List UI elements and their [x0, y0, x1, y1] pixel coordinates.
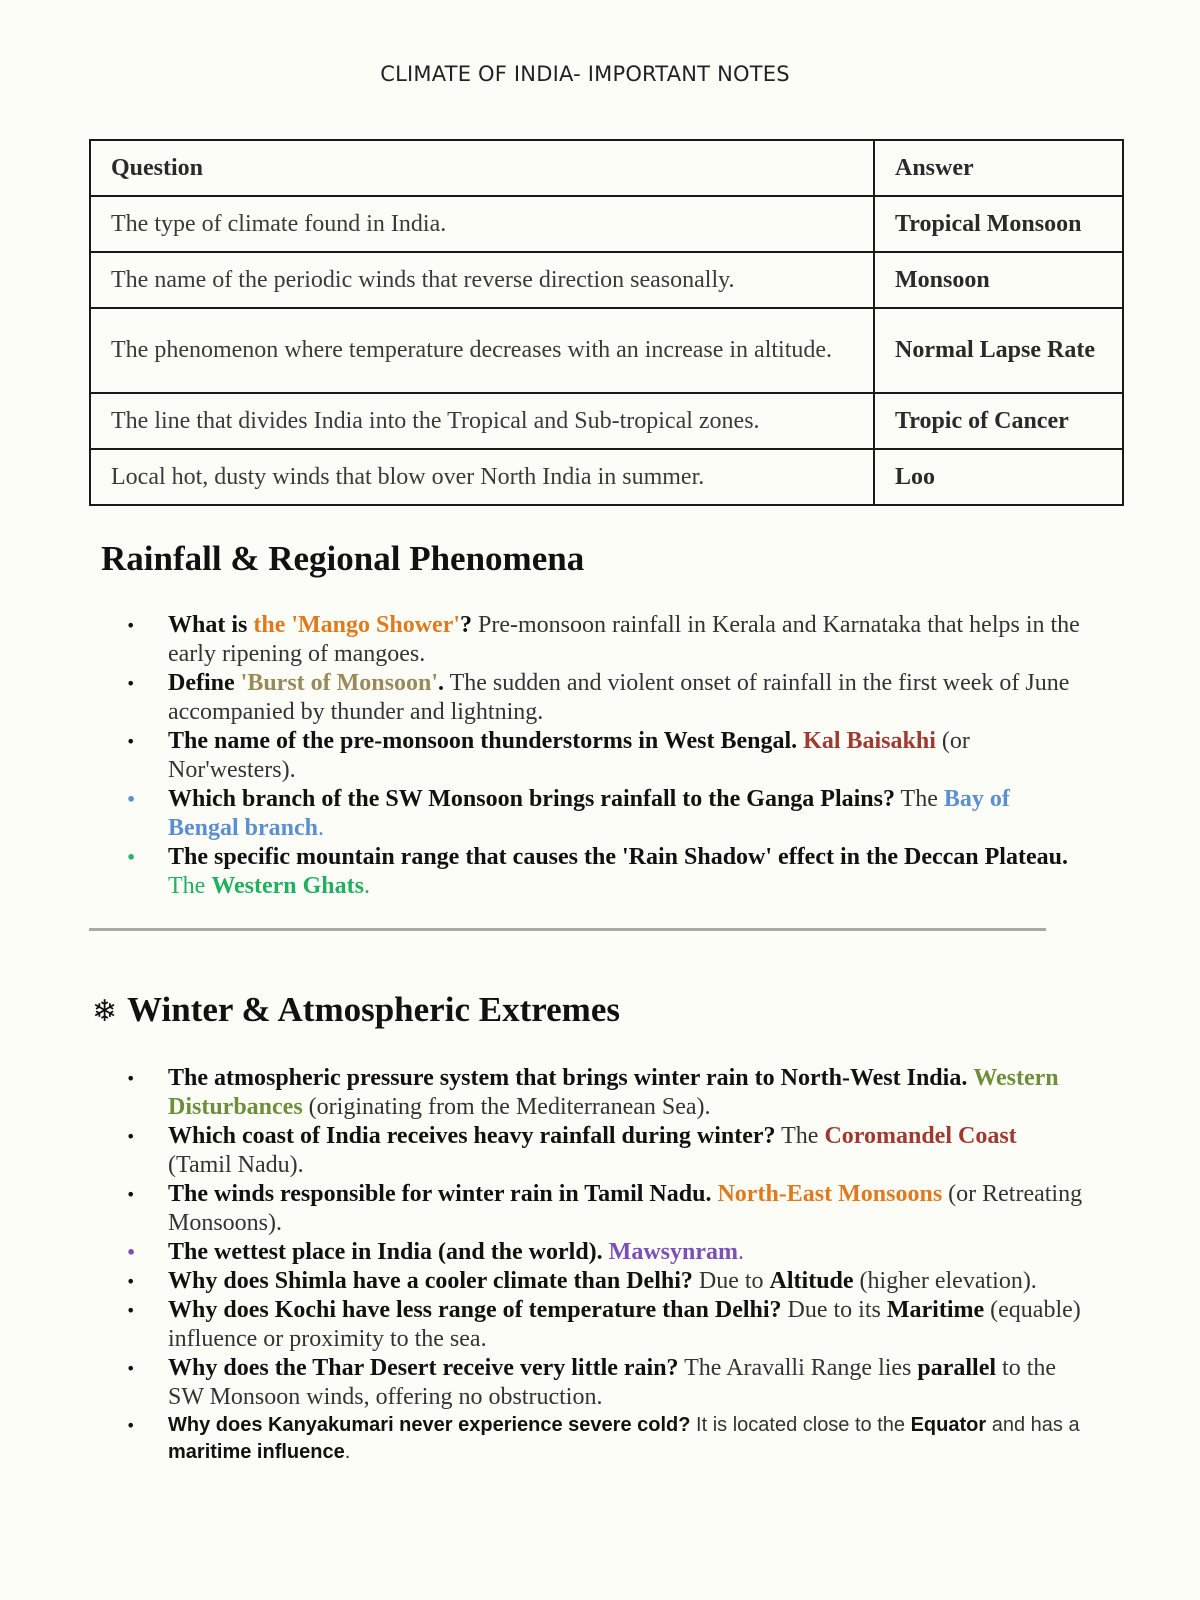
highlight-term: Coromandel Coast — [824, 1123, 1017, 1149]
key-term: Maritime — [886, 1297, 985, 1323]
table-row — [90, 393, 1123, 449]
list-item — [126, 1296, 1086, 1354]
highlight-term: the 'Mango Shower' — [253, 612, 461, 638]
highlight-term: Mawsynram — [608, 1239, 738, 1265]
question-text: ? — [460, 612, 473, 638]
highlight-term: Bay of Bengal branch — [168, 786, 1010, 841]
answer-text: Due to its — [781, 1297, 887, 1323]
bullet: • — [126, 848, 137, 867]
bullet: • — [126, 1272, 136, 1291]
highlight-term: 'Burst of Monsoon' — [240, 670, 439, 696]
question-text: Which branch of the SW Monsoon brings rainfall to the Ganga Plains? — [168, 786, 895, 812]
bullet: • — [126, 1069, 136, 1088]
answer-text: (higher elevation). — [853, 1268, 1037, 1294]
question-text: Which coast of India receives heavy rainfall during winter? — [168, 1123, 776, 1149]
section-heading-rainfall: Rainfall & Regional Phenomena — [101, 539, 585, 578]
list-item — [126, 1412, 1086, 1466]
list-item — [126, 1354, 1086, 1412]
answer-text: . — [344, 1441, 351, 1463]
answer-text: The sudden and violent onset of rainfall in the first week of June accompanied by thunder and lightning. — [168, 670, 1070, 725]
question-cell: The line that divides India into the Tropical and Sub-tropical zones. — [90, 393, 874, 449]
answer-text: It is located close to the — [690, 1414, 911, 1436]
list-item — [126, 1238, 1086, 1267]
list-item — [126, 785, 1086, 843]
table-row — [90, 196, 1123, 252]
highlight-term: Western Ghats — [211, 873, 364, 899]
table-row — [90, 449, 1123, 505]
column-header-question: Question — [90, 140, 874, 196]
bullet: • — [126, 790, 137, 809]
document-title: CLIMATE OF INDIA- IMPORTANT NOTES — [380, 62, 790, 86]
highlight-term: Kal Baisakhi — [803, 728, 936, 754]
bullet: • — [126, 1301, 136, 1320]
answer-text: and has a — [986, 1414, 1080, 1436]
section-heading-winter — [92, 990, 620, 1030]
question-cell: The name of the periodic winds that reverse direction seasonally. — [90, 252, 874, 308]
section-heading-text: Winter & Atmospheric Extremes — [127, 990, 620, 1029]
bullet: • — [126, 1127, 136, 1146]
winter-notes-list — [126, 1064, 1086, 1466]
qa-table — [89, 139, 1124, 506]
bullet: • — [126, 616, 136, 635]
answer-text: (originating from the Mediterranean Sea). — [302, 1094, 711, 1120]
answer-text: Due to — [692, 1268, 770, 1294]
column-header-answer: Answer — [874, 140, 1123, 196]
question-text: Why does Kochi have less range of temperature than Delhi? — [168, 1297, 782, 1323]
question-text: The atmospheric pressure system that brings winter rain to North-West India. — [168, 1065, 968, 1091]
bullet: • — [126, 1416, 136, 1435]
answer-text: (Tamil Nadu). — [168, 1152, 304, 1178]
question-cell: Local hot, dusty winds that blow over North India in summer. — [90, 449, 874, 505]
answer-text: . — [363, 873, 370, 899]
bullet: • — [126, 732, 136, 751]
answer-text: The — [894, 786, 944, 812]
highlight-term: Western Disturbances — [168, 1065, 1059, 1120]
list-item — [126, 1267, 1086, 1296]
list-item — [126, 669, 1086, 727]
key-term: Altitude — [769, 1268, 854, 1294]
question-text: . — [438, 670, 445, 696]
answer-cell: Monsoon — [874, 252, 1123, 308]
question-text: Define — [168, 670, 241, 696]
answer-text: (or Retreating Monsoons). — [168, 1181, 1083, 1236]
snowflake-icon: ❄ — [92, 994, 118, 1029]
answer-cell: Tropic of Cancer — [874, 393, 1123, 449]
table-row — [90, 252, 1123, 308]
question-text: Why does the Thar Desert receive very little rain? — [168, 1355, 679, 1381]
table-header-row — [90, 140, 1123, 196]
answer-text: . — [738, 1239, 744, 1265]
answer-text: The — [775, 1123, 825, 1149]
key-term: Equator — [910, 1414, 987, 1436]
answer-text: (equable) influence or proximity to the sea. — [168, 1297, 1081, 1352]
question-text: The specific mountain range that causes the 'Rain Shadow' effect in the Deccan Plateau. — [168, 844, 1068, 870]
answer-cell: Loo — [874, 449, 1123, 505]
key-term: maritime influence — [168, 1441, 345, 1463]
question-text: The winds responsible for winter rain in Tamil Nadu. — [168, 1181, 712, 1207]
answer-text: . — [318, 815, 325, 841]
table-row — [90, 308, 1123, 393]
answer-text: (or Nor'westers). — [168, 728, 970, 783]
bullet: • — [126, 1243, 137, 1262]
section-divider — [89, 928, 1046, 931]
answer-text: Pre-monsoon rainfall in Kerala and Karnataka that helps in the early ripening of mangoes. — [168, 612, 1080, 667]
list-item — [126, 843, 1086, 901]
key-term: parallel — [917, 1355, 997, 1381]
question-text: Why does Shimla have a cooler climate than Delhi? — [168, 1268, 693, 1294]
highlight-term: North-East Monsoons — [717, 1181, 943, 1207]
question-text: The name of the pre-monsoon thunderstorms in West Bengal. — [168, 728, 798, 754]
question-text: The wettest place in India (and the world). — [168, 1239, 603, 1265]
rainfall-notes-list — [126, 611, 1086, 901]
question-cell: The type of climate found in India. — [90, 196, 874, 252]
answer-cell: Normal Lapse Rate — [874, 308, 1123, 393]
list-item — [126, 1064, 1086, 1122]
list-item — [126, 1180, 1086, 1238]
answer-text: The Aravalli Range lies — [678, 1355, 918, 1381]
list-item — [126, 1122, 1086, 1180]
list-item — [126, 727, 1086, 785]
question-text: What is — [168, 612, 254, 638]
question-text: Why does Kanyakumari never experience severe cold? — [168, 1414, 691, 1436]
bullet: • — [126, 1359, 136, 1378]
answer-text: The — [168, 873, 212, 899]
question-cell: The phenomenon where temperature decreases with an increase in altitude. — [90, 308, 874, 393]
bullet: • — [126, 1185, 136, 1204]
bullet: • — [126, 674, 136, 693]
answer-text: to the SW Monsoon winds, offering no obstruction. — [168, 1355, 1057, 1410]
answer-cell: Tropical Monsoon — [874, 196, 1123, 252]
list-item — [126, 611, 1086, 669]
